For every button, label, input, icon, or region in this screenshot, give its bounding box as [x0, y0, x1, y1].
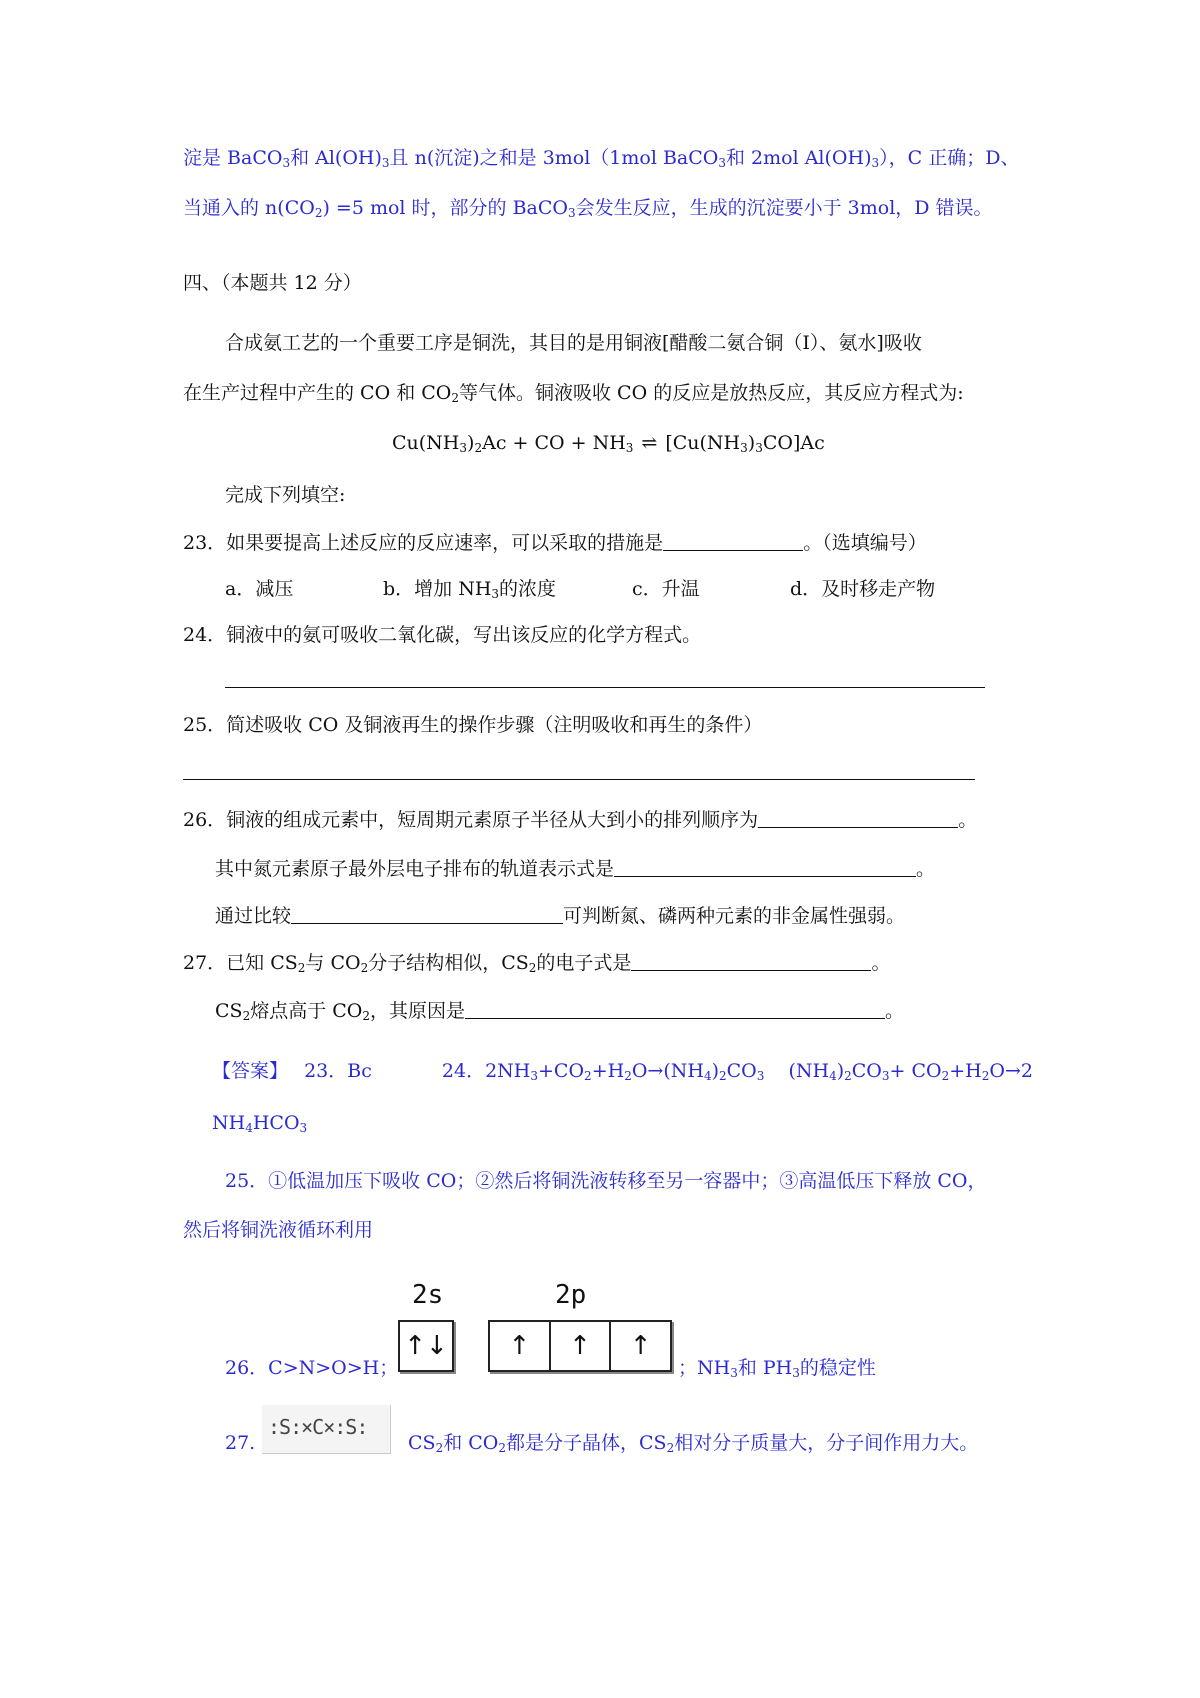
answer-blank-27a[interactable] [631, 952, 871, 971]
orbital-label-2p: 2p [555, 1280, 587, 1310]
prev-answer-line-2: 当通入的 $n(CO_2) =5$ mol 时，部分的 BaCO$_3$会发生反应，生成的沉淀要小于 3mol，D 错误。 [183, 197, 993, 220]
option-a: a．减压 [225, 578, 294, 600]
answer-line-24[interactable] [225, 687, 985, 688]
orbital-boxes-2p [488, 1320, 672, 1372]
option-b: b．增加 $NH_3$的浓度 [383, 578, 557, 601]
spin-up-arrow-icon: ↑ [629, 1331, 652, 1361]
answer-25-line-2: 然后将铜洗液循环利用 [183, 1219, 374, 1241]
answer-blank-26b[interactable] [614, 858, 916, 877]
prev-answer-line-1: 淀是 BaCO$_3$和 $Al(OH)_3$且 n(沉淀)之和是 3mol（1mol BaCO$_3$和 2mol $Al(OH)_3$），C 正确；D、 [183, 147, 1020, 170]
spin-up-arrow-icon: ↑ [508, 1331, 531, 1361]
cs2-lewis-structure [262, 1405, 391, 1454]
section-title: 四、（本题共 12 分） [183, 272, 362, 294]
answer-blank-23[interactable] [663, 532, 803, 551]
answer-tag: 【答案】 [212, 1060, 289, 1082]
equilibrium-arrow-icon: ⇌ [641, 432, 658, 454]
intro-line-2: 在生产过程中产生的 CO 和 $CO_2$等气体。铜液吸收 CO 的反应是放热反应，其反应方程式为: [183, 382, 964, 405]
question-27-part-2: $CS_2$熔点高于 $CO_2$，其原因是 。 [215, 1000, 905, 1023]
option-d: d．及时移走产物 [790, 578, 936, 600]
spin-up-arrow-icon: ↑ [569, 1331, 591, 1361]
orbital-box-2s [398, 1320, 454, 1372]
answer-27-prefix: 27. [225, 1432, 256, 1454]
orbital-box-2p-3 [611, 1322, 670, 1370]
orbital-box-2p-2 [551, 1322, 612, 1370]
question-24: 24．铜液中的氨可吸收二氧化碳，写出该反应的化学方程式。 [183, 624, 702, 646]
answer-25-line-1: 25．①低温加压下吸收 CO；②然后将铜洗液转移至另一容器中；③高温低压下释放 CO， [225, 1170, 987, 1192]
spin-up-arrow-icon: ↑ [404, 1331, 426, 1361]
question-25: 25．简述吸收 CO 及铜液再生的操作步骤（注明吸收和再生的条件） [183, 714, 763, 736]
answer-26-prefix: 26．C>N>O>H； [225, 1357, 399, 1379]
question-26-part-3: 通过比较 可判断氮、磷两种元素的非金属性强弱。 [215, 905, 906, 927]
intro-line-1: 合成氨工艺的一个重要工序是铜洗，其目的是用铜液[醋酸二氨合铜（Ⅰ）、氨水]吸收 [225, 332, 922, 354]
question-27-part-1: 27．已知 $CS_2$与 $CO_2$分子结构相似，$CS_2$的电子式是 。 [183, 952, 891, 975]
answer-26-suffix: ；$NH_3$和 $PH_3$的稳定性 [678, 1357, 876, 1380]
question-26-part-1: 26．铜液的组成元素中，短周期元素原子半径从大到小的排列顺序为 。 [183, 809, 978, 831]
reaction-equation: $Cu(NH_3)_2Ac$ + CO + $NH_3$ ⇌ $[Cu(NH_3)_3CO]Ac$ [392, 432, 825, 455]
answer-blank-26a[interactable] [758, 809, 958, 828]
answer-line-25[interactable] [183, 779, 975, 780]
question-26-part-2: 其中氮元素原子最外层电子排布的轨道表示式是 。 [215, 858, 936, 880]
question-23: 23．如果要提高上述反应的反应速率，可以采取的措施是 。（选填编号） [183, 532, 927, 554]
answer-blank-27b[interactable] [465, 1000, 885, 1019]
orbital-box-2p-1 [490, 1322, 551, 1370]
option-c: c．升温 [632, 578, 700, 600]
answer-blank-26c[interactable] [291, 905, 563, 924]
orbital-diagram [390, 1280, 672, 1382]
lewis-formula-text: :S:×C×:S: [268, 1415, 368, 1439]
answer-line-1: 【答案】 23．Bc 24．$2NH_3+CO_2+H_2O\to(NH_4)_2CO_3$ $(NH_4)_2CO_3+ CO_2+H_2O\to 2$ [212, 1060, 1033, 1083]
fill-instruction: 完成下列填空: [225, 484, 346, 506]
answer-line-2: $NH_4HCO_3$ [212, 1112, 308, 1135]
orbital-label-2s: 2s [412, 1280, 444, 1310]
answer-27-text: $CS_2$和 $CO_2$都是分子晶体，$CS_2$相对分子质量大，分子间作用力大。 [408, 1432, 979, 1455]
spin-down-arrow-icon: ↓ [426, 1331, 448, 1361]
